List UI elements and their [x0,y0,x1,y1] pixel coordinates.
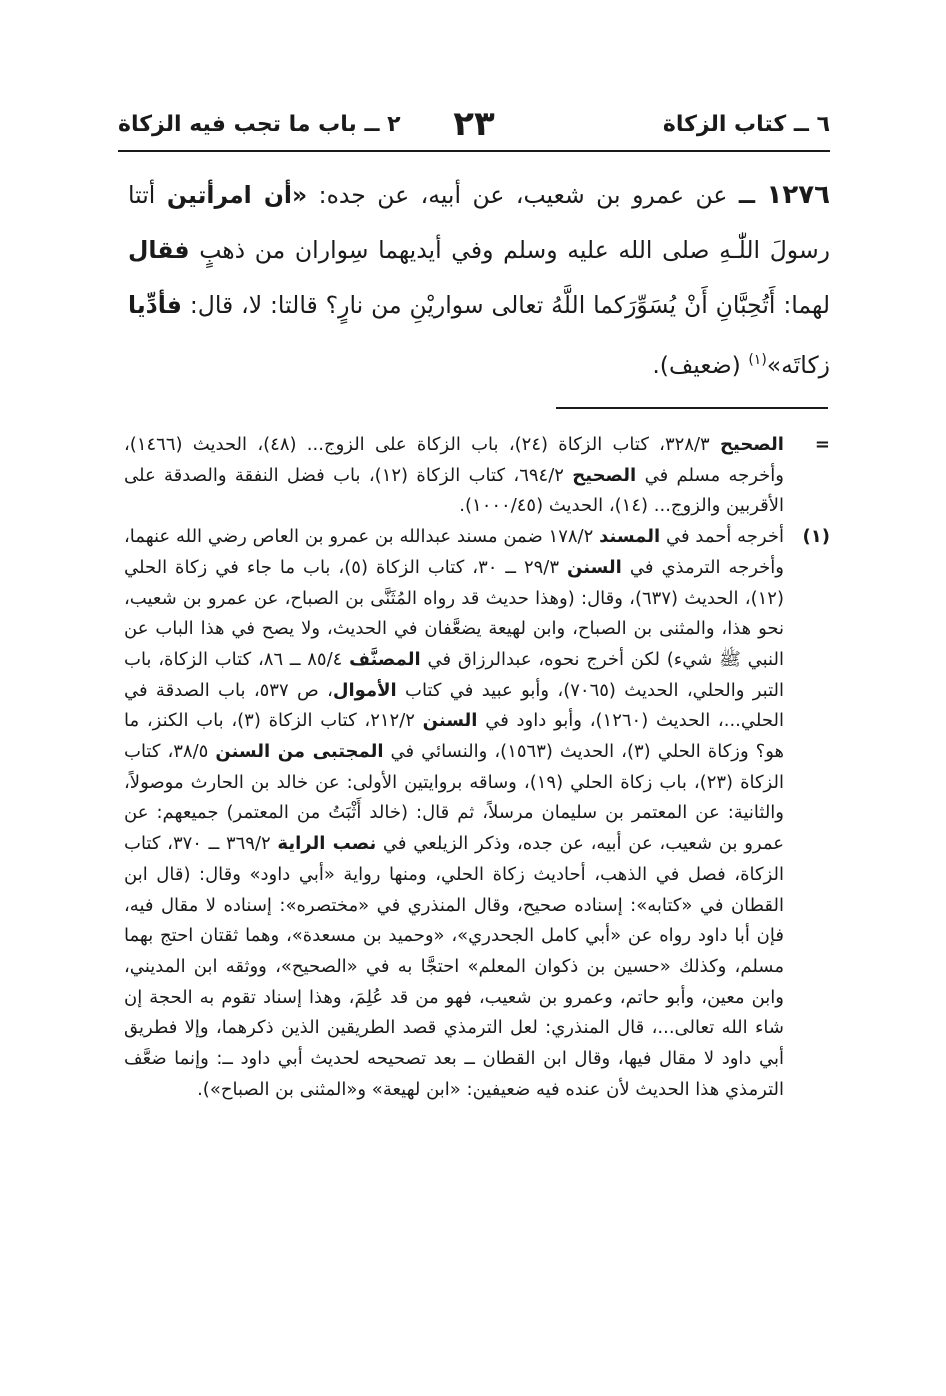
hadith-isnad: عن عمرو بن شعيب، عن أبيه، عن جده: [318,181,728,209]
book-title: السنن [567,556,622,578]
book-title: السنن [422,710,478,732]
hadith-text [128,168,830,393]
book-title: المصنَّف [349,648,421,670]
footnote-text: ٣٨/٥، كتاب الزكاة (٢٣)، باب زكاة الحلي (١٩)، وساقه بروايتين الأولى: عن خالد بن الحارث موصولاً، والثانية: عن المعتمر بن سليمان مرسلاً، ثم قال: (خالد أَثْبَتُ من المعتمر) جميعهم: عن عمرو بن شعيب، عن أبيه، عن جده، وذكر الزيلعي في [124,741,784,855]
book-title: المسند [599,526,661,548]
book-title: نصب الراية [277,833,377,855]
footnotes [124,430,830,1105]
book-title: الصحيح [720,434,784,455]
page-number: ٢٣ [453,104,495,144]
footnote-1 [124,522,830,1105]
header-rule [118,150,830,152]
continuation-mark: = [814,434,830,455]
hadith-quote-1: «أن امرأتين [166,181,308,209]
footnote-text: ٢١٢/٢، كتاب الزكاة (٣)، باب الكنز، ما هو؟ وزكاة الحلي (٣)، الحديث (١٥٦٣)، والنسائي في [124,710,785,763]
footnote-text: ١٧٨/٢ ضمن مسند عبدالله بن عمرو بن العاص رضي الله عنهما، وأخرجه الترمذي في [124,526,784,578]
hadith-grade: (ضعيف). [652,350,741,379]
chapter-title: ٦ ــ كتاب الزكاة [662,112,830,137]
hadith-separator: ــ [738,181,755,209]
footnote-text: ٣٢٨/٣، كتاب الزكاة (٢٤)، باب الزكاة على الزوج... (٤٨)، الحديث (١٤٦٦)، وأخرجه مسلم في [124,434,784,486]
running-header [118,104,830,150]
hadith-number: ١٢٧٦ [766,180,830,210]
hadith-quote-3: فأدِّيا [128,291,182,319]
footnote-rule [556,407,828,409]
footnote-text: ، ص ٥٣٧، باب الصدقة في الحلي...، الحديث (١٢٦٠)، وأبو داود في [124,679,784,732]
footnote-text: أخرجه أحمد في [665,526,784,548]
hadith-matn-1: أتتا رسولَ اللّٰـهِ صلى الله عليه وسلم وفي أيديهما سِواران من ذهبٍ [128,181,830,264]
section-title: ٢ ــ باب ما تجب فيه الزكاة [118,112,401,137]
book-title: الصحيح [572,464,637,486]
book-title: الأموال [332,679,397,701]
hadith-matn-2: لهما: أَتُحِبَّانِ أَنْ يُسَوِّرَكما اللَّهُ تعالى سواريْنِ من نارٍ؟ قالتا: لا، قال: [189,291,830,319]
footnote-reference: (١) [748,352,767,368]
footnote-text: ٣٦٩/٢ ــ ٣٧٠، كتاب الزكاة، فصل في الذهب، أحاديث زكاة الحلي، ومنها رواية «أبي داود» وقال: (قال ابن القطان في «كتابه»: إسناده صحيح، وقال المنذري في «مختصره»: إسناده لا مقال فيه، فإن أبا داود رواه عن «أبي كامل الجحدري»، «وحميد بن مسعدة»، وهما ثقتان احتج بهما مسلم، وكذلك «حسين بن ذكوان المعلم» احتجَّا به في «الصحيح»، ووثقه ابن المديني، وابن معين، وأبو حاتم، وعمرو بن شعيب، فهو من قد عُلِمَ، وهذا إسناد تقوم به الحجة إن شاء الله تعالى...، قال المنذري: لعل الترمذي قصد الطريقين الذين ذكرهما، وإلا فطريق أبي داود لا مقال فيها، وقال ابن القطان ــ بعد تصحيحه لحديث أبي داود ــ: وإنما ضعَّف الترمذي هذا الحديث لأن عنده فيه ضعيفين: «ابن لهيعة» و«المثنى بن الصباح»). [124,833,784,1100]
footnote-text: ٨٥/٤ ــ ٨٦، كتاب الزكاة، باب التبر والحلي، الحديث (٧٠٦٥)، وأبو عبيد في كتاب [124,648,785,701]
footnote-text: ٦٩٤/٢، كتاب الزكاة (١٢)، باب فضل النفقة والصدقة على الأقربين والزوج... (١٤)، الحديث (١٠٠٠/٤٥). [124,464,784,517]
hadith-quote-2: فقال [128,236,190,264]
footnote-continuation [124,430,830,522]
hadith-matn-3: زكاتَه» [766,350,830,379]
footnote-text: ٢٩/٣ ــ ٣٠، كتاب الزكاة (٥)، باب ما جاء في زكاة الحلي (١٢)، الحديث (٦٣٧)، وقال: (وهذا حديث قد رواه المُثَنَّى بن الصباح، عن عمرو بن شعيب، نحو هذا، والمثنى بن الصباح، وابن لهيعة يضعَّفان في الحديث، ولا يصح في هذا الباب عن النبي ﷺ شيء) لكن أخرج نحوه، عبدالرزاق في [124,556,784,670]
footnote-mark: (١) [802,526,830,548]
book-title: المجتبى من السنن [215,741,384,763]
